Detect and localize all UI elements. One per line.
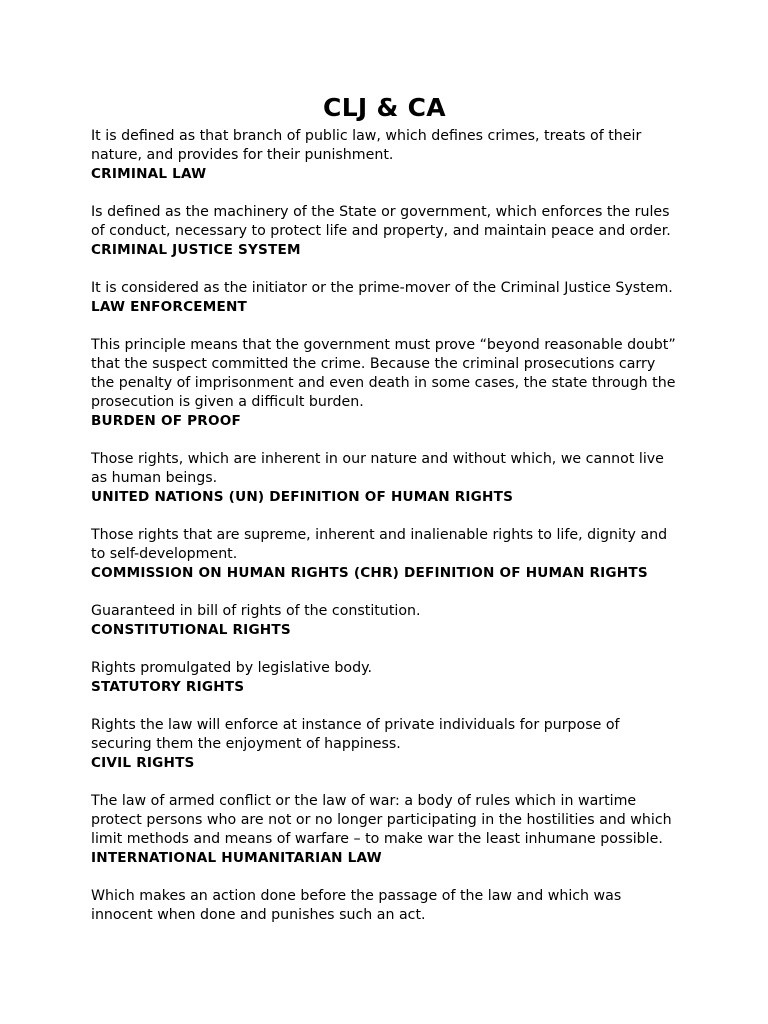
glossary-entry-un-human-rights	[91, 450, 678, 507]
definition-text: Which makes an action done before the passage of the law and which was innocent when done and punishes such an act.	[91, 888, 622, 923]
term-label: LAW ENFORCEMENT	[91, 299, 247, 315]
glossary-entry-chr-human-rights	[91, 526, 678, 583]
definition-text: It is defined as that branch of public law, which defines crimes, treats of their nature, and provides for their punishment.	[91, 128, 642, 163]
definition-text: This principle means that the government must prove “beyond reasonable doubt” that the suspect committed the crime. Because the criminal prosecutions carry the penalty of imprisonment and even death in some cases, the state through the prosecution is given a difficult burden.	[91, 337, 676, 410]
glossary-entry-ex-post-facto	[91, 887, 678, 925]
glossary-entry-civil-rights	[91, 716, 678, 773]
definition-text: Is defined as the machinery of the State or government, which enforces the rules of conduct, necessary to protect life and property, and maintain peace and order.	[91, 204, 671, 239]
definition-text: Those rights that are supreme, inherent and inalienable rights to life, dignity and to self-development.	[91, 527, 668, 562]
page-title: CLJ & CA	[323, 93, 446, 122]
term-label: CONSTITUTIONAL RIGHTS	[91, 622, 291, 638]
term-label: CRIMINAL JUSTICE SYSTEM	[91, 242, 301, 258]
term-label: STATUTORY RIGHTS	[91, 679, 245, 695]
definition-text: Guaranteed in bill of rights of the constitution.	[91, 603, 421, 619]
definition-text: The law of armed conflict or the law of war: a body of rules which in wartime protect persons who are not or no longer participating in the hostilities and which limit methods and means of warfare – to make war the least inhumane possible.	[91, 793, 672, 847]
glossary-entry-international-humanitarian-law	[91, 792, 678, 868]
definition-text: Rights the law will enforce at instance of private individuals for purpose of securing them the enjoyment of happiness.	[91, 717, 620, 752]
definition-text: Rights promulgated by legislative body.	[91, 660, 372, 676]
term-label: CRIMINAL LAW	[91, 166, 207, 182]
glossary-entry-constitutional-rights	[91, 602, 678, 640]
glossary-entry-law-enforcement	[91, 279, 678, 317]
glossary-entry-burden-of-proof	[91, 336, 678, 431]
term-label: INTERNATIONAL HUMANITARIAN LAW	[91, 850, 382, 866]
definition-text: Those rights, which are inherent in our nature and without which, we cannot live as human beings.	[91, 451, 664, 486]
definition-text: It is considered as the initiator or the prime-mover of the Criminal Justice System.	[91, 280, 673, 296]
term-label: BURDEN OF PROOF	[91, 413, 241, 429]
glossary-entry-statutory-rights	[91, 659, 678, 697]
term-label: CIVIL RIGHTS	[91, 755, 195, 771]
glossary-entry-criminal-justice-system	[91, 203, 678, 260]
term-label: UNITED NATIONS (UN) DEFINITION OF HUMAN RIGHTS	[91, 489, 514, 505]
term-label: COMMISSION ON HUMAN RIGHTS (CHR) DEFINITION OF HUMAN RIGHTS	[91, 565, 648, 581]
glossary-entry-criminal-law	[91, 127, 678, 184]
